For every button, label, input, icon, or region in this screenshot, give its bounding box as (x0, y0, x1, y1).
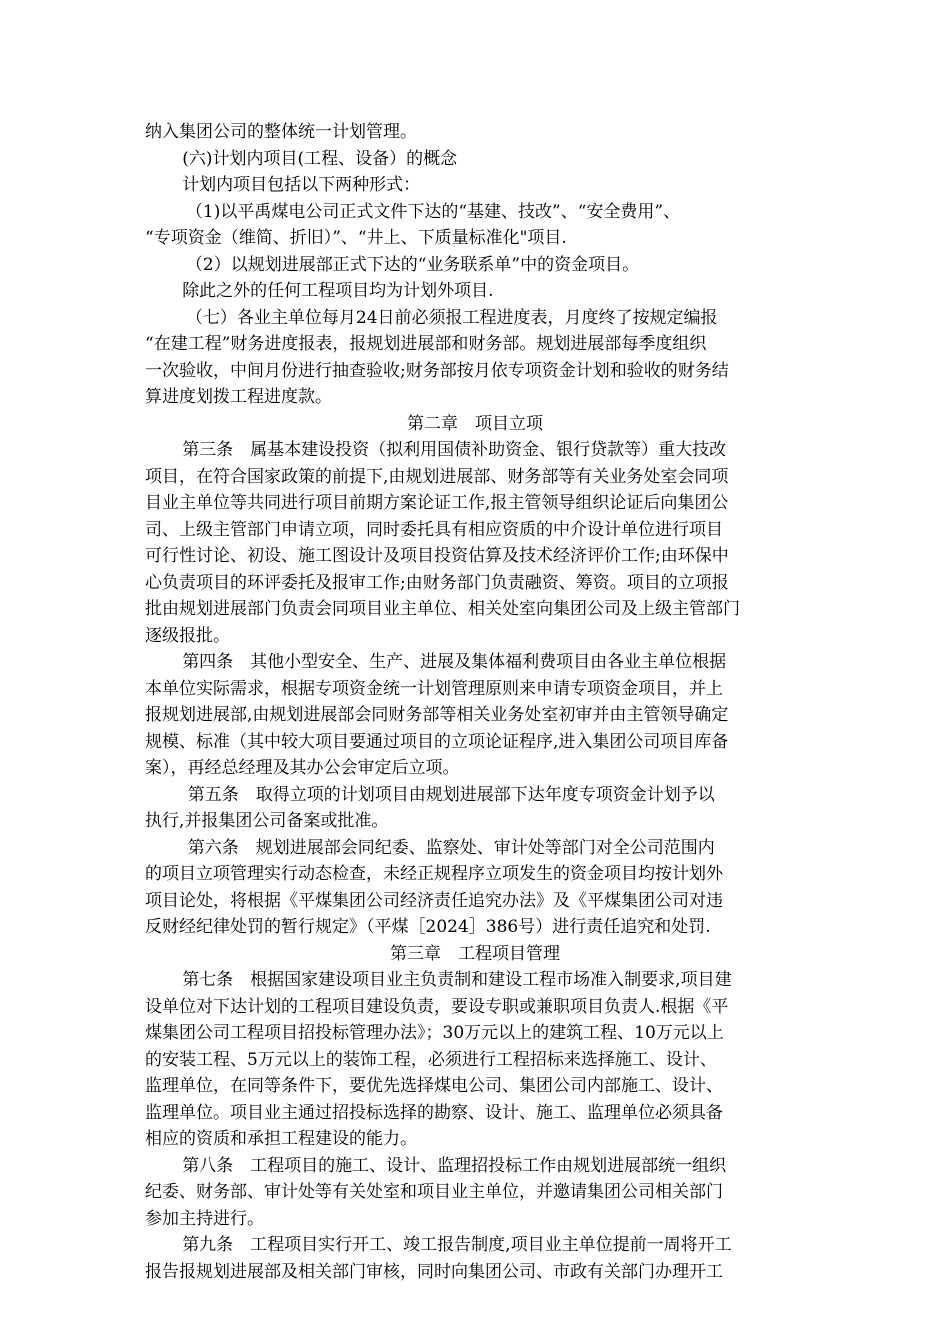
paragraph-line: (六)计划内项目(工程、设备）的概念 (182, 148, 458, 169)
paragraph-line: 煤集团公司工程项目招投标管理办法》；30万元以上的建筑工程、10万元以上 (145, 1023, 724, 1043)
paragraph-line: 规模、标准（其中较大项目要通过项目的立项论证程序,进入集团公司项目库备 (145, 731, 729, 752)
paragraph-line: 的安装工程、5万元以上的装饰工程，必须进行工程招标来选择施工、设计、 (145, 1049, 717, 1070)
paragraph-line: （1)以平禹煤电公司正式文件下达的“基建、技改”、“安全费用”、 (185, 201, 681, 222)
paragraph-line: 报告报规划进展部及相关部门审核，同时向集团公司、市政有关部门办理开工 (145, 1261, 723, 1282)
paragraph-line: 案），再经总经理及其办公会审定后立项。 (145, 758, 460, 778)
chapter-heading: 第二章 项目立项 (407, 413, 543, 434)
paragraph-line: 逐级报批。 (145, 625, 230, 646)
paragraph-line: 除此之外的任何工程项目均为计划外项目. (182, 281, 494, 301)
paragraph-line: （2）以规划进展部正式下达的“业务联系单”中的资金项目。 (185, 254, 640, 275)
paragraph-line: 纪委、财务部、审计处等有关处室和项目业主单位，并邀请集团公司相关部门 (145, 1182, 723, 1202)
paragraph-line: 项目，在符合国家政策的前提下,由规划进展部、财务部等有关业务处室会同项 (145, 466, 729, 487)
paragraph-line: 的项目立项管理实行动态检查，未经正规程序立项发生的资金项目均按计划外 (145, 864, 723, 884)
paragraph-line: 司、上级主管部门申请立项，同时委托具有相应资质的中介设计单位进行项目 (145, 519, 723, 540)
paragraph-line: 参加主持进行。 (145, 1208, 264, 1229)
paragraph-line: 纳入集团公司的整体统一计划管理。 (145, 122, 417, 142)
paragraph-line: 第五条 取得立项的计划项目由规划进展部下达年度专项资金计划予以 (187, 784, 715, 805)
paragraph-line: 一次验收，中间月份进行抽查验收;财务部按月依专项资金计划和验收的财务结 (145, 360, 729, 381)
paragraph-line: 第四条 其他小型安全、生产、进展及集体福利费项目由各业主单位根据 (182, 652, 727, 672)
paragraph-line: 第九条 工程项目实行开工、竣工报告制度,项目业主单位提前一周将开工 (182, 1235, 732, 1255)
paragraph-line: 第七条 根据国家建设项目业主负责制和建设工程市场准入制要求,项目建 (182, 970, 732, 990)
paragraph-line: “在建工程”财务进度报表，报规划进展部和财务部。规划进展部每季度组织 (145, 334, 707, 354)
chapter-heading: 第三章 工程项目管理 (390, 943, 560, 964)
paragraph-line: 第八条 工程项目的施工、设计、监理招投标工作由规划进展部统一组织 (182, 1155, 727, 1176)
paragraph-line: 第三条 属基本建设投资（拟利用国债补助资金、银行贷款等）重大技改 (182, 440, 727, 460)
paragraph-line: 设单位对下达计划的工程项目建设负责，要设专职或兼职项目负责人.根据《平 (145, 996, 729, 1017)
paragraph-line: 相应的资质和承担工程建设的能力。 (145, 1129, 417, 1149)
paragraph-line: 监理单位，在同等条件下，要优先选择煤电公司、集团公司内部施工、设计、 (145, 1076, 723, 1096)
paragraph-line: 算进度划拨工程进度款。 (145, 387, 332, 407)
paragraph-line: 反财经纪律处罚的暂行规定》（平煤［2024］386号）进行责任追究和处罚. (145, 917, 711, 937)
paragraph-line: 监理单位。项目业主通过招投标选择的勘察、设计、施工、监理单位必须具备 (145, 1102, 723, 1123)
paragraph-line: （七）各业主单位每月24日前必须报工程进度表，月度终了按规定编报 (185, 307, 718, 328)
paragraph-line: 可行性讨论、初设、施工图设计及项目投资估算及技术经济评价工作;由环保中 (145, 546, 729, 566)
paragraph-line: 第六条 规划进展部会同纪委、监察处、审计处等部门对全公司范围内 (187, 837, 715, 858)
document-page (0, 119, 950, 1285)
paragraph-line: 执行,并报集团公司备案或批准。 (145, 811, 389, 831)
paragraph-line: 心负责项目的环评委托及报审工作;由财务部门负责融资、筹资。项目的立项报 (145, 572, 729, 593)
paragraph-line: 项目论处，将根据《平煤集团公司经济责任追究办法》及《平煤集团公司对违 (145, 890, 723, 911)
paragraph-line: 报规划进展部,由规划进展部会同财务部等相关业务处室初审并由主管领导确定 (145, 705, 729, 725)
paragraph-line: 计划内项目包括以下两种形式： (182, 175, 421, 195)
paragraph-line: “专项资金（维简、折旧）”、“井上、下质量标准化"项目. (145, 228, 567, 248)
paragraph-line: 本单位实际需求，根据专项资金统一计划管理原则来申请专项资金项目，并上 (145, 678, 723, 699)
paragraph-line: 目业主单位等共同进行项目前期方案论证工作,报主管领导组织论证后向集团公 (145, 493, 729, 513)
paragraph-line: 批由规划进展部门负责会同项目业主单位、相关处室向集团公司及上级主管部门 (145, 599, 740, 619)
